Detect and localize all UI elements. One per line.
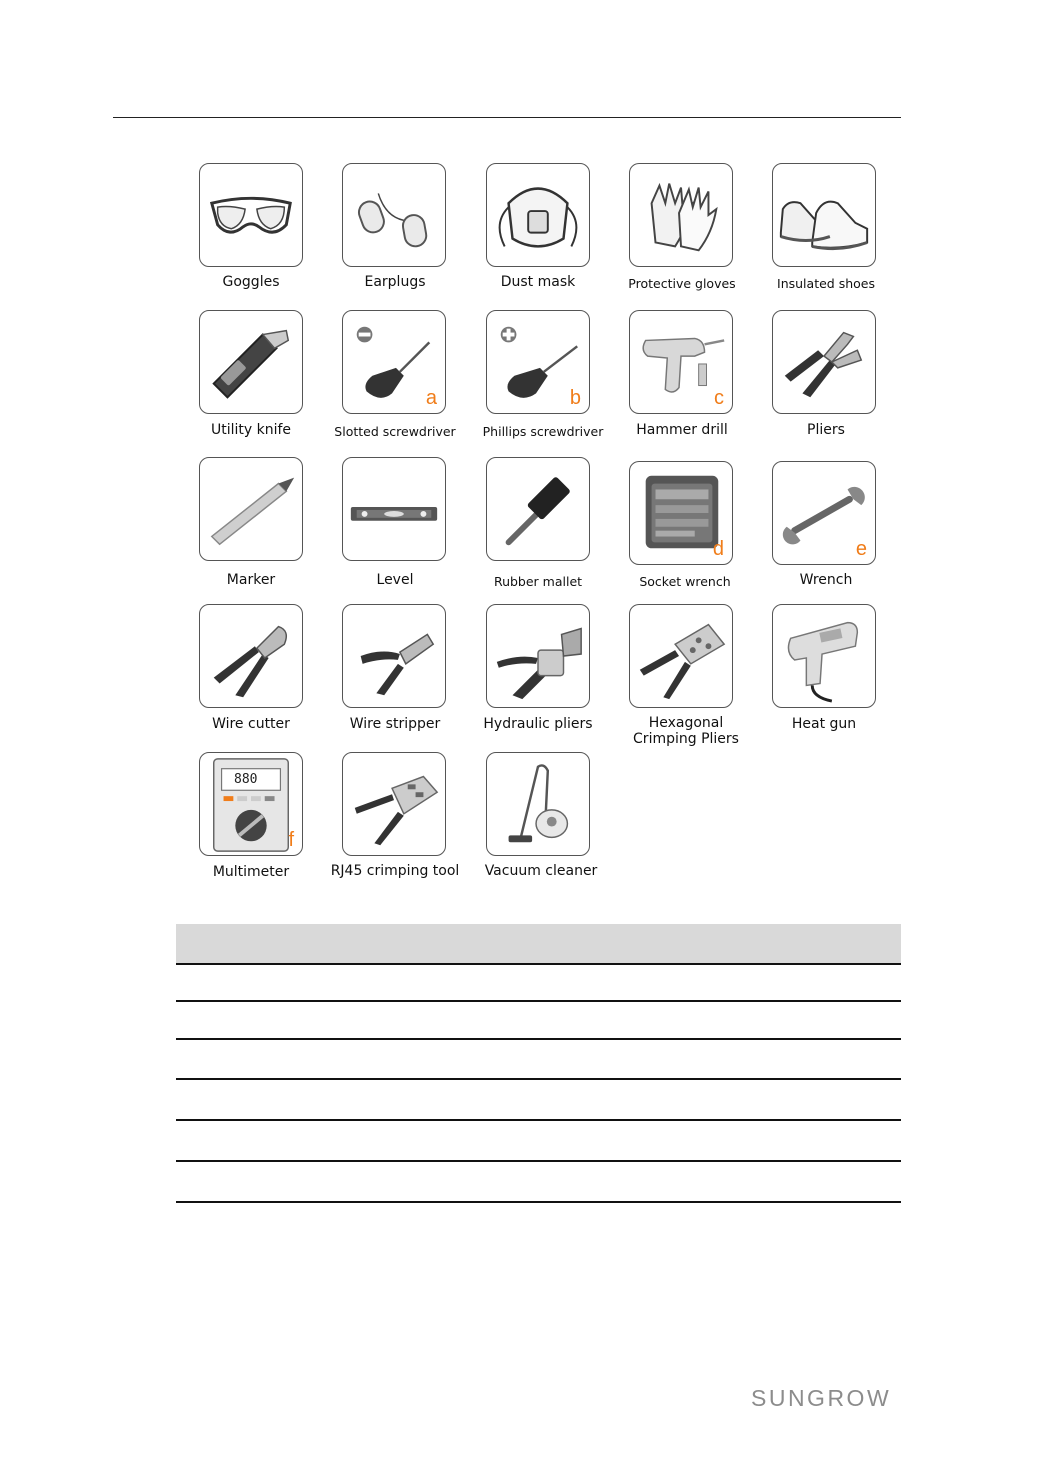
tool-label: Dust mask [500, 274, 576, 290]
gloves-icon [630, 164, 732, 266]
table-header [176, 924, 901, 964]
vacuum-cleaner-icon [487, 753, 589, 855]
tool-tile-shoes [772, 163, 876, 267]
tool-tile-wire-cutter [199, 604, 303, 708]
table-row-divider [176, 963, 901, 965]
tool-letter: d [712, 538, 724, 560]
tool-letter: e [855, 538, 867, 560]
tool-label: RJ45 crimping tool [330, 863, 460, 879]
tool-label-line1: Hexagonal [648, 715, 724, 731]
tool-tile-rubber-mallet [486, 457, 590, 561]
tool-tile-phillips-screwdriver [486, 310, 590, 414]
tool-label: Multimeter [212, 864, 290, 880]
tool-label: Earplugs [364, 274, 426, 290]
multimeter-display: 880 [234, 772, 258, 787]
pliers-icon [773, 311, 875, 413]
rubber-mallet-icon [487, 458, 589, 560]
tool-tile-dust-mask [486, 163, 590, 267]
tool-tile-utility-knife [199, 310, 303, 414]
crimping-pliers-icon [630, 605, 732, 707]
earplugs-icon [343, 164, 445, 266]
tool-tile-slotted-screwdriver [342, 310, 446, 414]
tool-letter: f [288, 829, 294, 851]
hydraulic-pliers-icon [487, 605, 589, 707]
tool-tile-pliers [772, 310, 876, 414]
table-row-divider [176, 1119, 901, 1121]
shoes-icon [773, 164, 875, 266]
tool-letter: a [425, 387, 437, 409]
tool-tile-crimping-pliers [629, 604, 733, 708]
wire-cutter-icon [200, 605, 302, 707]
tool-label-line2: Crimping Pliers [633, 731, 739, 747]
heat-gun-icon [773, 605, 875, 707]
tool-label: Rubber mallet [493, 574, 583, 589]
tool-label: Hydraulic pliers [483, 716, 593, 732]
tool-tile-gloves [629, 163, 733, 267]
tool-tile-goggles [199, 163, 303, 267]
table-row-divider [176, 1038, 901, 1040]
tool-label: Wire cutter [212, 716, 290, 732]
tool-tile-hydraulic-pliers [486, 604, 590, 708]
tool-label: Wire stripper [349, 716, 441, 732]
utility-knife-icon [200, 311, 302, 413]
tool-tile-earplugs [342, 163, 446, 267]
tool-letter: b [569, 387, 581, 409]
tool-label: Heat gun [791, 716, 857, 732]
tool-label: Marker [226, 572, 276, 588]
tool-tile-level [342, 457, 446, 561]
table-row-divider [176, 1000, 901, 1002]
goggles-icon [200, 164, 302, 266]
tool-tile-marker [199, 457, 303, 561]
table-row-divider [176, 1078, 901, 1080]
tool-tile-socket-wrench [629, 461, 733, 565]
tool-label: Wrench [799, 572, 853, 588]
tool-tile-heat-gun [772, 604, 876, 708]
level-icon [343, 458, 445, 560]
tool-label: Pliers [807, 422, 845, 438]
tool-tile-hammer-drill [629, 310, 733, 414]
tool-label: Protective gloves [628, 276, 736, 291]
rj45-crimping-tool-icon [343, 753, 445, 855]
tool-label: Goggles [222, 274, 280, 290]
tool-label: Insulated shoes [777, 276, 875, 291]
tool-tile-multimeter [199, 752, 303, 856]
tool-tile-rj45-crimping-tool [342, 752, 446, 856]
tool-tile-wrench [772, 461, 876, 565]
tool-label: Phillips screwdriver [482, 424, 604, 439]
dust-mask-icon [487, 164, 589, 266]
tool-label: Vacuum cleaner [484, 863, 598, 879]
tool-tile-wire-stripper [342, 604, 446, 708]
wire-stripper-icon [343, 605, 445, 707]
tool-label: Level [376, 572, 414, 588]
tool-label: Hammer drill [636, 422, 728, 438]
tool-label: Utility knife [210, 422, 292, 438]
tool-label: Slotted screwdriver [334, 424, 456, 439]
header-rule [113, 117, 901, 118]
table-row-divider [176, 1160, 901, 1162]
tool-tile-vacuum-cleaner [486, 752, 590, 856]
multimeter-icon [200, 753, 302, 855]
table-row-divider [176, 1201, 901, 1203]
sungrow-logo: SUNGROW [751, 1385, 892, 1411]
marker-icon [200, 458, 302, 560]
tool-label: Socket wrench [639, 574, 731, 589]
tool-letter: c [714, 387, 724, 409]
